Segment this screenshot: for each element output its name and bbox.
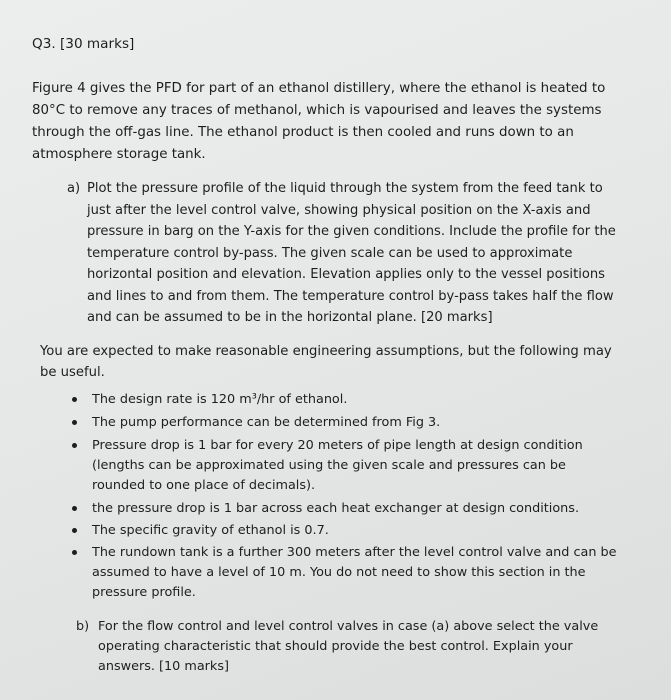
bullet-line: The rundown tank is a further 300 meters after the level control valve and can be [92, 545, 617, 560]
part-a-line: and lines to and from them. The temperature control by-pass takes half the flow [87, 288, 614, 304]
bullet-line: rounded to one place of decimals). [92, 478, 316, 493]
intro-line: atmosphere storage tank. [32, 147, 206, 162]
bullet-icon [72, 397, 77, 402]
part-a-line: and can be assumed to be in the horizontal plane. [20 marks] [87, 310, 493, 325]
part-a-marker: a) [67, 181, 81, 196]
expectation-line: You are expected to make reasonable engineering assumptions, but the following may [40, 344, 612, 359]
question-heading: Q3. [30 marks] [32, 36, 135, 52]
part-a-line: pressure in barg on the Y-axis for the given conditions. Include the profile for the [87, 224, 616, 239]
expectation-paragraph [40, 341, 612, 383]
bullet-line: Pressure drop is 1 bar for every 20 meters of pipe length at design condition [92, 438, 583, 453]
intro-line: through the off-gas line. The ethanol product is then cooled and runs down to an [32, 125, 574, 140]
part-b-marker: b) [76, 619, 90, 634]
bullet-icon [72, 420, 77, 425]
bullet-icon [72, 443, 77, 448]
bullet-line: assumed to have a level of 10 m. You do not need to show this section in the [92, 565, 586, 580]
part-a-line: temperature control by-pass. The given scale can be used to approximate [87, 245, 573, 261]
bullet-line: (lengths can be approximated using the given scale and pressures can be [92, 458, 566, 473]
intro-line: 80°C to remove any traces of methanol, which is vapourised and leaves the systems [32, 103, 602, 118]
bullet-line: pressure profile. [92, 585, 196, 600]
part-b-body [98, 617, 598, 677]
bullet-line: the pressure drop is 1 bar across each heat exchanger at design conditions. [92, 501, 580, 516]
part-a-line: horizontal position and elevation. Elevation applies only to the vessel positions [87, 267, 605, 282]
bullet-line: The pump performance can be determined from Fig 3. [92, 415, 441, 430]
part-a-line: just after the level control valve, showing physical position on the X-axis and [87, 202, 591, 218]
part-b-line: For the flow control and level control valves in case (a) above select the valve [98, 619, 599, 634]
part-a-line: Plot the pressure profile of the liquid through the system from the feed tank to [87, 181, 603, 196]
intro-line: Figure 4 gives the PFD for part of an ethanol distillery, where the ethanol is heated to [32, 81, 606, 96]
bullet-icon [72, 550, 77, 555]
bullet-icon [72, 506, 77, 511]
part-a-body [87, 178, 616, 329]
bullet-icon [72, 528, 77, 533]
bullet-line: The specific gravity of ethanol is 0.7. [92, 523, 329, 538]
part-b-line: operating characteristic that should provide the best control. Explain your [98, 639, 573, 654]
expectation-line: be useful. [40, 365, 105, 380]
bullet-line: The design rate is 120 m³/hr of ethanol. [92, 392, 348, 407]
part-b-line: answers. [10 marks] [98, 659, 230, 674]
intro-paragraph [32, 78, 605, 166]
